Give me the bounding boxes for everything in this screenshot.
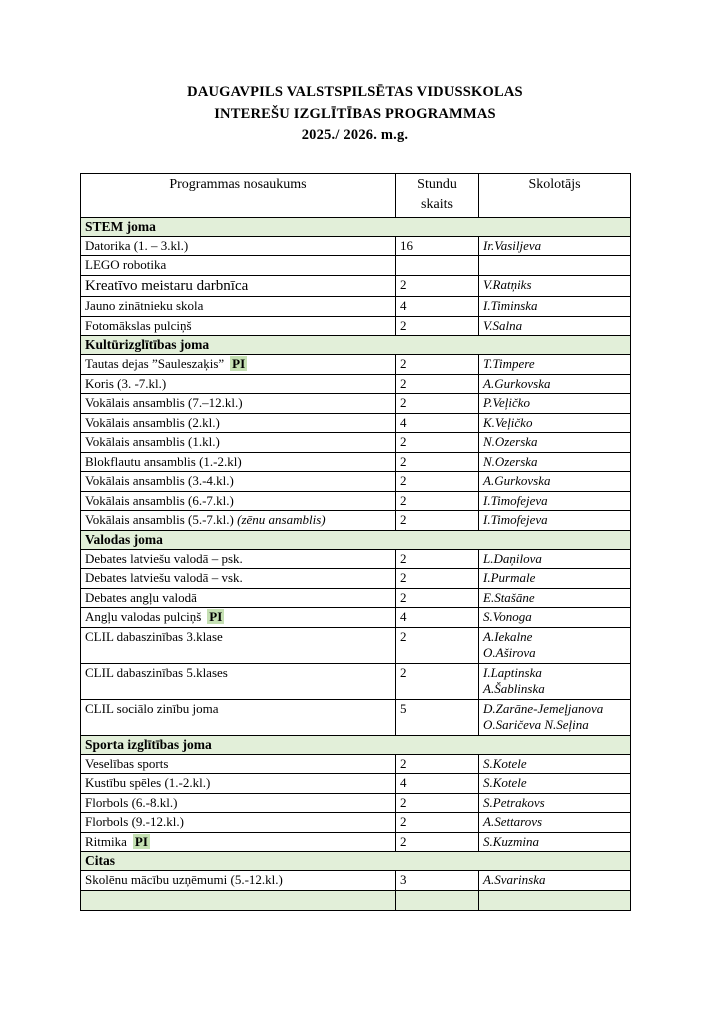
program-name: Debates latviešu valodā – vsk. xyxy=(85,570,243,585)
teacher-name: N.Ozerska xyxy=(483,434,538,449)
teacher-cell xyxy=(479,316,631,336)
teacher-name: S.Petrakovs xyxy=(483,794,545,810)
program-cell xyxy=(81,832,396,852)
teacher-name: A.Settarovs xyxy=(483,814,543,829)
program-name: Blokflautu ansamblis (1.-2.kl) xyxy=(85,453,242,469)
teacher-name: A.Iekalne xyxy=(483,628,533,644)
teacher-name: I.Timofejeva xyxy=(483,512,548,527)
program-name: Fotomākslas pulciņš xyxy=(85,317,192,333)
table-row xyxy=(81,316,631,336)
hours-cell: 2 xyxy=(396,452,479,472)
table-row xyxy=(81,588,631,608)
teacher-cell xyxy=(479,549,631,569)
teacher-name: K.Veļičko xyxy=(483,414,533,430)
section-title: Valodas joma xyxy=(81,530,631,549)
program-cell xyxy=(81,394,396,414)
teacher-name: V.Ratņiks xyxy=(483,276,532,292)
hours-cell: 2 xyxy=(396,472,479,492)
teacher-cell xyxy=(479,793,631,813)
table-row xyxy=(81,413,631,433)
hours-cell: 2 xyxy=(396,793,479,813)
table-row xyxy=(81,275,631,297)
teacher-cell xyxy=(479,588,631,608)
table-row xyxy=(81,511,631,531)
teacher-name: A.Gurkovska xyxy=(483,473,551,488)
table-row xyxy=(81,754,631,774)
hours-cell: 2 xyxy=(396,275,479,297)
teacher-cell xyxy=(479,433,631,453)
teacher-cell xyxy=(479,472,631,492)
section-title: STEM joma xyxy=(81,217,631,236)
table-row xyxy=(81,774,631,794)
header-row xyxy=(81,173,631,217)
program-name: Vokālais ansamblis (2.kl.) xyxy=(85,414,220,430)
teacher-cell xyxy=(479,256,631,276)
table-row xyxy=(81,549,631,569)
program-name: Vokālais ansamblis (3.-4.kl.) xyxy=(85,473,234,488)
table-header xyxy=(81,173,631,217)
program-cell xyxy=(81,236,396,256)
teacher-cell xyxy=(479,374,631,394)
hours-cell: 16 xyxy=(396,236,479,256)
program-cell xyxy=(81,793,396,813)
hours-cell: 2 xyxy=(396,433,479,453)
hours-cell: 2 xyxy=(396,832,479,852)
hours-cell xyxy=(396,256,479,276)
hours-cell: 2 xyxy=(396,588,479,608)
teacher-name: A.Svarinska xyxy=(483,872,546,887)
table-row xyxy=(81,627,631,663)
programs-table xyxy=(80,173,631,911)
program-name: Ritmika xyxy=(85,833,127,849)
program-cell xyxy=(81,433,396,453)
pi-badge: PI xyxy=(209,609,223,624)
teacher-name: N.Ozerska xyxy=(483,453,538,469)
teacher-name: S.Kotele xyxy=(483,775,527,790)
program-name: Debates latviešu valodā – psk. xyxy=(85,550,243,566)
program-name: CLIL dabaszinības 3.klase xyxy=(85,628,223,644)
table-row xyxy=(81,452,631,472)
teacher-cell xyxy=(479,413,631,433)
teacher-name: T.Timpere xyxy=(483,356,535,371)
hours-cell: 4 xyxy=(396,608,479,628)
program-cell xyxy=(81,608,396,628)
program-cell xyxy=(81,569,396,589)
title-line-2: INTEREŠU IZGLĪTĪBAS PROGRAMMAS xyxy=(214,105,496,122)
table-row xyxy=(81,813,631,833)
table-row xyxy=(81,394,631,414)
hours-cell: 2 xyxy=(396,569,479,589)
section-title: Kultūrizglītības joma xyxy=(81,336,631,355)
teacher-name: O.Aširova xyxy=(483,645,536,660)
program-cell xyxy=(81,871,396,891)
teacher-name: D.Zarāne-Jemeļjanova xyxy=(483,700,604,716)
teacher-name: A.Gurkovska xyxy=(483,375,551,391)
program-name: Koris (3. -7.kl.) xyxy=(85,375,167,391)
table-row xyxy=(81,355,631,375)
program-cell xyxy=(81,413,396,433)
program-cell xyxy=(81,297,396,317)
program-cell xyxy=(81,316,396,336)
program-cell xyxy=(81,472,396,492)
teacher-name: S.Vonoga xyxy=(483,609,532,624)
teacher-cell xyxy=(479,813,631,833)
teacher-cell xyxy=(479,663,631,699)
teacher-cell xyxy=(479,394,631,414)
table-body xyxy=(81,217,631,910)
teacher-name: S.Kuzmina xyxy=(483,833,539,849)
hours-cell: 2 xyxy=(396,754,479,774)
teacher-name: I.Timinska xyxy=(483,298,538,313)
program-cell xyxy=(81,774,396,794)
teacher-cell xyxy=(479,452,631,472)
table-row xyxy=(81,608,631,628)
section-row xyxy=(81,530,631,549)
hours-cell: 2 xyxy=(396,491,479,511)
teacher-name: Ir.Vasiljeva xyxy=(483,237,542,253)
teacher-name: I.Timofejeva xyxy=(483,492,548,508)
section-row xyxy=(81,336,631,355)
hours-cell: 2 xyxy=(396,813,479,833)
program-cell xyxy=(81,813,396,833)
program-name: Tautas dejas ”Sauleszaķis” xyxy=(85,356,225,371)
hours-cell: 4 xyxy=(396,413,479,433)
program-name: Vokālais ansamblis (1.kl.) xyxy=(85,434,220,449)
program-name: Angļu valodas pulciņš xyxy=(85,609,202,624)
hours-cell: 2 xyxy=(396,511,479,531)
program-cell xyxy=(81,588,396,608)
program-cell xyxy=(81,663,396,699)
program-name: Skolēnu mācību uzņēmumi (5.-12.kl.) xyxy=(85,872,283,887)
teacher-name: L.Daņilova xyxy=(483,550,542,566)
program-name: Jauno zinātnieku skola xyxy=(85,298,204,313)
teacher-name: O.Saričeva N.Seļina xyxy=(483,717,589,732)
title-line-3: 2025./ 2026. m.g. xyxy=(301,127,409,143)
table-row xyxy=(81,890,631,910)
program-name: CLIL dabaszinības 5.klases xyxy=(85,664,228,680)
teacher-cell xyxy=(479,774,631,794)
program-note: (zēnu ansamblis) xyxy=(233,512,326,527)
hours-cell: 5 xyxy=(396,699,479,735)
program-name: Vokālais ansamblis (6.-7.kl.) xyxy=(85,492,234,508)
program-cell xyxy=(81,256,396,276)
hours-cell: 4 xyxy=(396,774,479,794)
table-row xyxy=(81,832,631,852)
program-name: LEGO robotika xyxy=(85,257,167,272)
program-cell xyxy=(81,754,396,774)
program-cell xyxy=(81,452,396,472)
table-row xyxy=(81,374,631,394)
program-name: Kreatīvo meistaru darbnīca xyxy=(85,277,249,294)
program-name: Vokālais ansamblis (5.-7.kl.) xyxy=(85,512,234,527)
hours-cell: 2 xyxy=(396,394,479,414)
teacher-cell xyxy=(479,627,631,663)
table-row xyxy=(81,663,631,699)
pi-badge: PI xyxy=(134,833,148,849)
table-row xyxy=(81,569,631,589)
teacher-cell xyxy=(479,890,631,910)
program-name: Debates angļu valodā xyxy=(85,589,197,605)
program-name: Florbols (9.-12.kl.) xyxy=(85,814,184,829)
section-row xyxy=(81,217,631,236)
program-cell xyxy=(81,511,396,531)
hours-cell: 4 xyxy=(396,297,479,317)
teacher-name: A.Šablinska xyxy=(483,681,545,696)
teacher-cell xyxy=(479,236,631,256)
program-name: Kustību spēles (1.-2.kl.) xyxy=(85,775,211,790)
hours-cell: 2 xyxy=(396,663,479,699)
program-cell xyxy=(81,627,396,663)
hours-cell: 2 xyxy=(396,374,479,394)
table-row xyxy=(81,871,631,891)
teacher-name: S.Kotele xyxy=(483,755,527,771)
hours-cell: 2 xyxy=(396,355,479,375)
program-name: Florbols (6.-8.kl.) xyxy=(85,794,178,810)
section-row xyxy=(81,735,631,754)
table-row xyxy=(81,236,631,256)
program-name: Datorika (1. – 3.kl.) xyxy=(85,237,189,253)
section-row xyxy=(81,852,631,871)
teacher-cell xyxy=(479,569,631,589)
teacher-cell xyxy=(479,608,631,628)
document-title xyxy=(80,82,630,147)
pi-badge: PI xyxy=(232,356,246,371)
table-row xyxy=(81,256,631,276)
teacher-name: I.Purmale xyxy=(483,570,536,585)
teacher-cell xyxy=(479,699,631,735)
teacher-cell xyxy=(479,511,631,531)
teacher-name: I.Laptinska xyxy=(483,664,542,680)
table-row xyxy=(81,433,631,453)
program-cell xyxy=(81,890,396,910)
header-teacher: Skolotājs xyxy=(479,173,631,217)
teacher-name: P.Veļičko xyxy=(483,395,531,410)
header-hours: Stundu skaits xyxy=(396,173,479,217)
program-name: Veselības sports xyxy=(85,755,169,771)
program-cell xyxy=(81,275,396,297)
program-name: CLIL sociālo zinību joma xyxy=(85,700,219,716)
table-row xyxy=(81,297,631,317)
program-name: Vokālais ansamblis (7.–12.kl.) xyxy=(85,395,243,410)
header-program: Programmas nosaukums xyxy=(81,173,396,217)
table-row xyxy=(81,491,631,511)
section-title: Citas xyxy=(81,852,631,871)
hours-cell: 3 xyxy=(396,871,479,891)
teacher-cell xyxy=(479,297,631,317)
teacher-cell xyxy=(479,871,631,891)
hours-cell: 2 xyxy=(396,549,479,569)
title-line-1: DAUGAVPILS VALSTSPILSĒTAS VIDUSSKOLAS xyxy=(187,84,523,100)
teacher-name: V.Salna xyxy=(483,317,523,333)
hours-cell: 2 xyxy=(396,627,479,663)
teacher-cell xyxy=(479,754,631,774)
teacher-cell xyxy=(479,275,631,297)
program-cell xyxy=(81,699,396,735)
program-cell xyxy=(81,549,396,569)
section-title: Sporta izglītības joma xyxy=(81,735,631,754)
hours-cell: 2 xyxy=(396,316,479,336)
table-row xyxy=(81,793,631,813)
teacher-cell xyxy=(479,832,631,852)
program-cell xyxy=(81,355,396,375)
program-cell xyxy=(81,491,396,511)
hours-cell xyxy=(396,890,479,910)
table-row xyxy=(81,699,631,735)
teacher-cell xyxy=(479,491,631,511)
table-row xyxy=(81,472,631,492)
program-cell xyxy=(81,374,396,394)
teacher-cell xyxy=(479,355,631,375)
teacher-name: E.Stašāne xyxy=(483,589,535,605)
